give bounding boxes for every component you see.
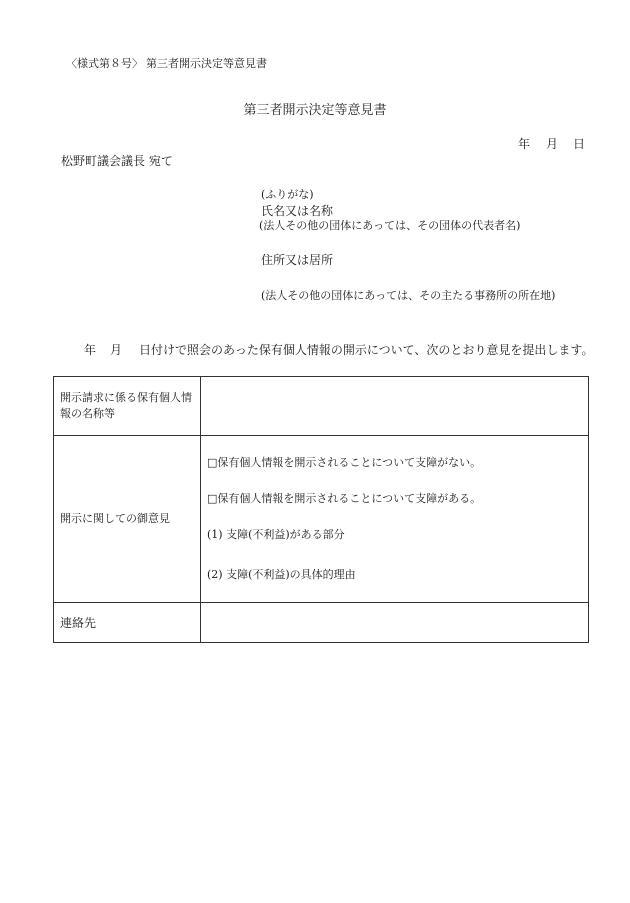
objection-reason: (2) 支障(不利益)の具体的理由 [207, 568, 356, 581]
form-name: 第三者開示決定等意見書 [146, 57, 267, 70]
contact-field[interactable] [201, 603, 589, 643]
row-item-name [54, 377, 589, 436]
option-no-objection[interactable]: □保有個人情報を開示されることについて支障がない。 [207, 456, 482, 469]
name-label: 氏名又は名称 [261, 204, 334, 218]
date-year: 年 [518, 137, 531, 151]
name-note: (法人その他の団体にあっては、その団体の代表者名) [259, 219, 521, 232]
objection-part: (1) 支障(不利益)がある部分 [207, 528, 345, 541]
form-number: 〈様式第８号〉 [66, 57, 143, 70]
contact-label: 連絡先 [54, 603, 201, 643]
opinion-field[interactable] [201, 436, 589, 603]
statement-text: 日付けで照会のあった保有個人情報の開示について、次のとおり意見を提出します。 [139, 343, 594, 357]
address-note: (法人その他の団体にあっては、その主たる事務所の所在地) [261, 289, 556, 302]
statement-month: 月 [110, 343, 123, 357]
item-name-field[interactable] [201, 377, 589, 436]
opinion-label: 開示に関しての御意見 [54, 436, 201, 603]
address-label: 住所又は居所 [261, 253, 334, 267]
option-has-objection[interactable]: □保有個人情報を開示されることについて支障がある。 [207, 492, 482, 505]
date-day: 日 [573, 137, 586, 151]
statement-year: 年 [84, 343, 97, 357]
document-title: 第三者開示決定等意見書 [243, 103, 387, 118]
date-month: 月 [546, 137, 559, 151]
addressee: 松野町議会議長 宛て [61, 154, 173, 168]
row-contact [54, 603, 589, 643]
furigana-label: (ふりがな) [261, 188, 314, 201]
row-opinion [54, 436, 589, 603]
item-name-label: 開示請求に係る保有個人情報の名称等 [54, 377, 201, 436]
opinion-table [53, 376, 589, 643]
